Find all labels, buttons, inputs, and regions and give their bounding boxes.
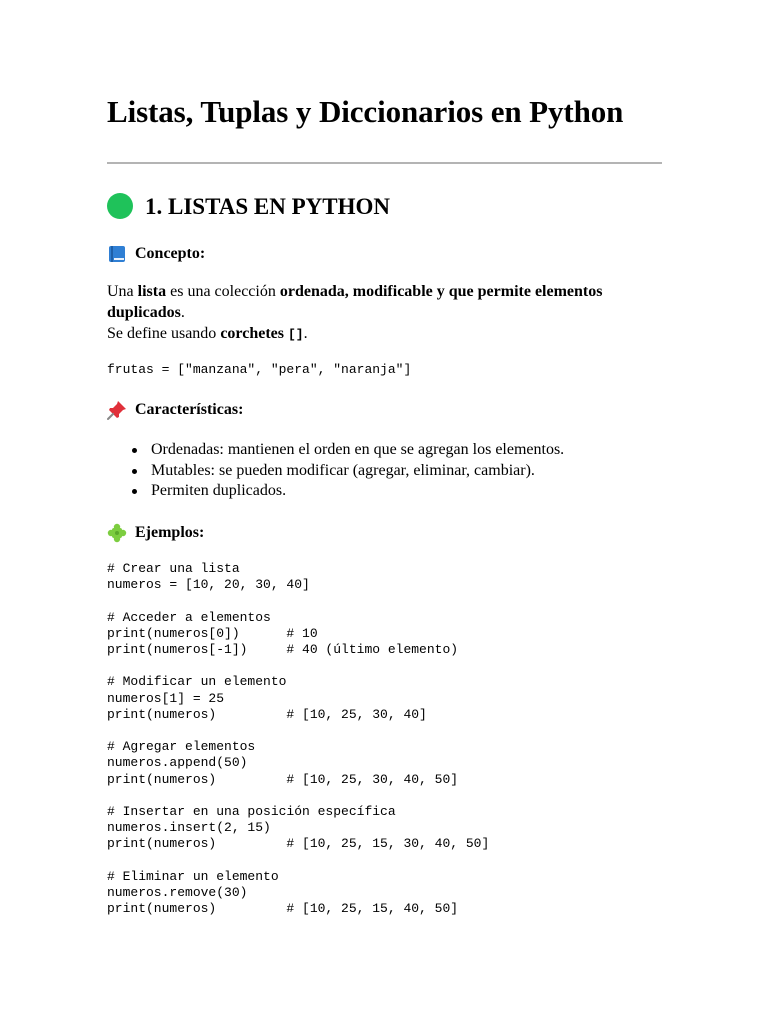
concept-label: Concepto: — [135, 245, 206, 262]
concept-text: . — [180, 304, 185, 321]
features-heading — [107, 399, 243, 421]
examples-label: Ejemplos: — [135, 524, 205, 541]
horizontal-divider — [107, 162, 662, 164]
concept-paragraph — [107, 281, 662, 345]
list-item: Ordenadas: mantienen el orden en que se agregan los elementos. — [151, 440, 564, 461]
green-circle-icon — [107, 193, 133, 219]
concept-heading — [107, 243, 205, 265]
concept-bold-description: ordenada, modificable y que permite elementos duplicados — [107, 283, 603, 321]
concept-bold-term: corchetes — [220, 325, 284, 342]
list-item: Mutables: se pueden modificar (agregar, eliminar, cambiar). — [151, 461, 564, 482]
section-heading-text: 1. LISTAS EN PYTHON — [145, 194, 390, 219]
concept-text: . — [303, 325, 308, 342]
concept-text: Una — [107, 283, 138, 300]
inline-code: [] — [287, 327, 304, 342]
section-heading — [107, 190, 390, 224]
concept-bold-term: lista — [137, 283, 167, 300]
features-list — [107, 440, 564, 502]
list-item: Permiten duplicados. — [151, 481, 564, 502]
document-title: Listas, Tuplas y Diccionarios en Python — [107, 94, 624, 129]
puzzle-piece-icon — [107, 523, 127, 543]
pushpin-icon — [107, 400, 127, 420]
blue-book-icon — [107, 244, 127, 264]
features-label: Características: — [135, 401, 244, 418]
code-block-definition: frutas = ["manzana", "pera", "naranja"] — [107, 362, 412, 377]
concept-text: Se define usando — [107, 325, 221, 342]
code-block-examples: # Crear una lista numeros = [10, 20, 30, 40] # Acceder a elementos print(numeros[0]) # 10 print(numeros[-1]) # 40 (último elemento) # Modificar un elemento numeros[1] = 25 print(numeros) # [10, 25, 30, 40] # Agregar elementos numeros.append(50) print(numeros) # [10, 25, 30, 40, 50] # Insertar en una posición específica numeros.insert(2, 15) print(numeros) # [10, 25, 15, 30, 40, 50] # Eliminar un elemento numeros.remove(30) print(numeros) # [10, 25, 15, 40, 50] — [107, 561, 490, 917]
concept-text: es una colección — [166, 283, 280, 300]
examples-heading — [107, 522, 204, 544]
